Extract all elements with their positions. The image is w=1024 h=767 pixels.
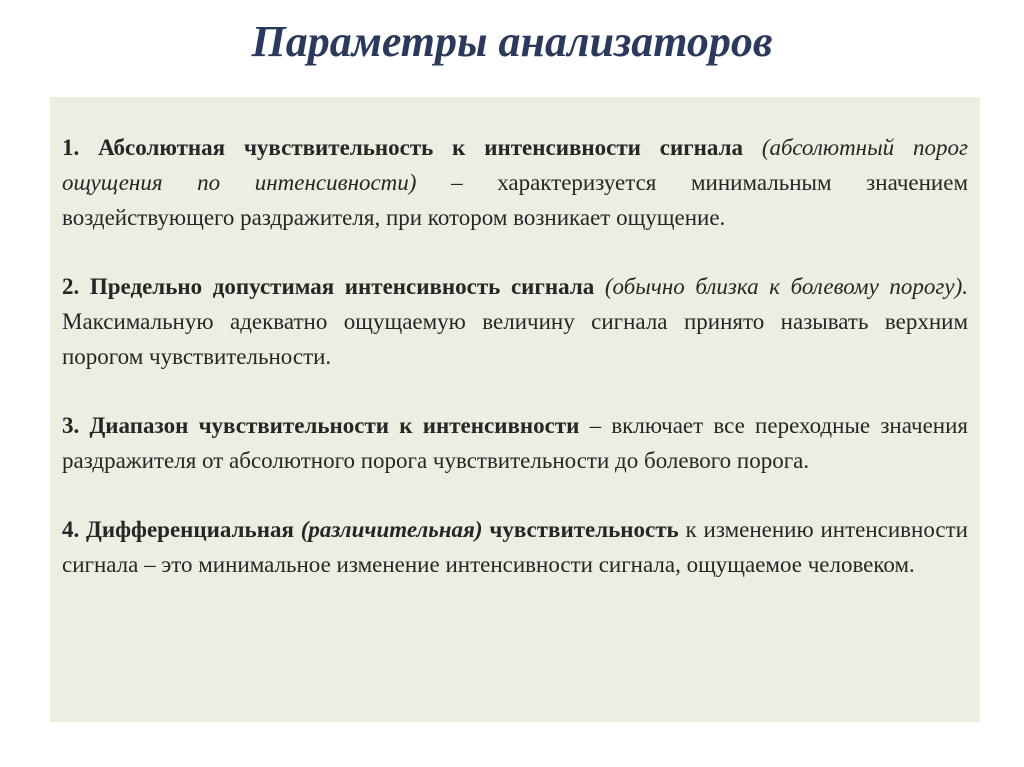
definition-sensitivity-range: – включает все переходные значения раздражителя от абсолютного порога чувствительности до болевого порога. [62, 413, 968, 473]
note-absolute-threshold: (абсолютный порог ощущения по интенсивности) [62, 135, 968, 195]
slide-title: Параметры анализаторов [251, 17, 773, 66]
term-differential: 4. Дифференциальная [62, 517, 294, 542]
definition-absolute-sensitivity: – характеризуется минимальным значением воздействующего раздражителя, при котором возникает ощущение. [62, 170, 969, 230]
paragraph-max-intensity [62, 269, 968, 374]
term-max-intensity: 2. Предельно допустимая интенсивность сигнала [62, 274, 595, 299]
term-sensitivity: чувствительность [482, 517, 679, 542]
term-absolute-sensitivity: 1. Абсолютная чувствительность к интенсивности сигнала [62, 135, 743, 160]
term-sensitivity-range: 3. Диапазон чувствительности к интенсивности [62, 413, 580, 438]
paragraph-sensitivity-range [62, 408, 968, 478]
definition-max-intensity: Максимальную адекватно ощущаемую величину сигнала принято называть верхним порогом чувствительности. [62, 309, 968, 369]
paragraph-differential-sensitivity [62, 512, 968, 582]
definition-differential-sensitivity: к изменению интенсивности сигнала – это минимальное изменение интенсивности сигнала, ощущаемое человеком. [62, 517, 968, 577]
note-distinguishing: (различительная) [293, 517, 483, 542]
content-box [50, 97, 980, 722]
note-pain-threshold: (обычно близка к болевому порогу). [594, 274, 969, 299]
paragraph-absolute-sensitivity [62, 130, 968, 235]
